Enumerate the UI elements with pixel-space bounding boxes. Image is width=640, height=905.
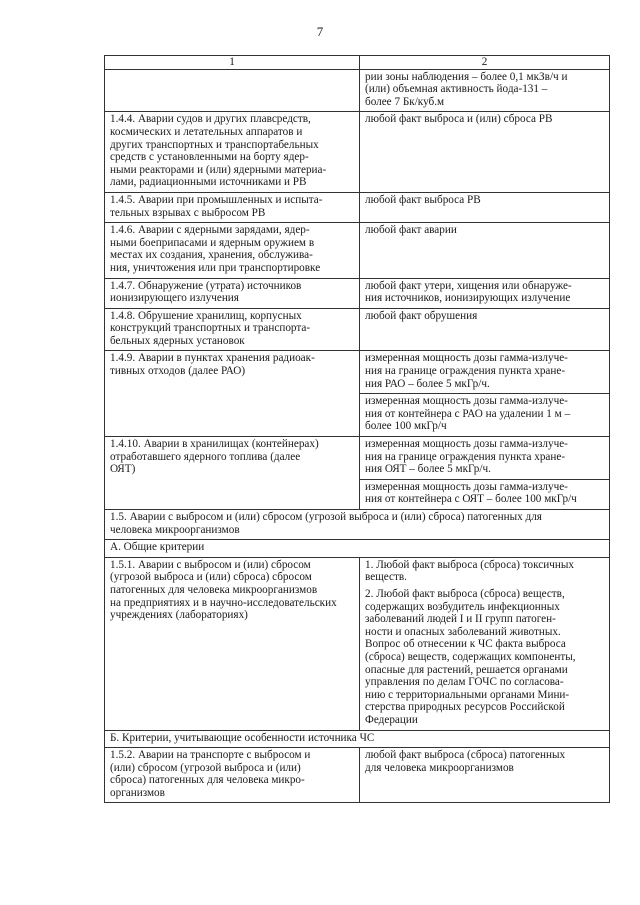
text-line: более 7 Бк/куб.м xyxy=(365,95,445,108)
cell-text xyxy=(110,749,355,799)
text-line: 1.4.6. Аварии с ядерными зарядами, ядер- xyxy=(110,224,310,237)
text-line: измеренная мощность дозы гамма-излуче- xyxy=(365,438,568,451)
text-line: ния от контейнера с ОЯТ – более 100 мкГр/ч xyxy=(365,493,577,506)
cell-text xyxy=(110,113,355,189)
text-line: нию с территориальными органами Мини- xyxy=(365,688,570,701)
text-line: других транспортных и транспортабельных xyxy=(110,138,319,151)
criteria-source-cell xyxy=(105,351,360,437)
text-line: местах их создания, хранения, обслужива- xyxy=(110,249,313,262)
text-line: любой факт выброса (сброса) патогенных xyxy=(365,749,566,762)
text-line: для человека микроорганизмов xyxy=(365,761,514,774)
text-line: управления по делам ГОЧС по согласова- xyxy=(365,676,564,689)
cell-text xyxy=(110,511,605,536)
text-line: ния ОЯТ – более 5 мкГр/ч. xyxy=(365,463,491,476)
table-row xyxy=(105,69,610,112)
criteria-source-cell xyxy=(105,112,360,193)
text-line: человека микроорганизмов xyxy=(110,523,240,536)
text-line: на предприятиях и в научно-исследовательских xyxy=(110,596,337,609)
text-line: организмов xyxy=(110,786,165,799)
text-line: заболеваний людей I и II групп патоген- xyxy=(365,613,556,626)
criteria-source-cell xyxy=(105,192,360,222)
table-row xyxy=(105,278,610,308)
text-line: 1.4.7. Обнаружение (утрата) источников xyxy=(110,279,302,292)
text-line: (или) сбросом (угрозой выброса и (или) xyxy=(110,761,301,774)
text-line: ния, уничтожения или при транспортировке xyxy=(110,261,321,274)
criteria-value-cell xyxy=(360,748,610,803)
table-row xyxy=(105,112,610,193)
text-line: Вопрос об отнесении к ЧС факта выброса xyxy=(365,638,566,651)
section-row-b xyxy=(105,730,610,748)
text-line: тельных взрывах с выбросом РВ xyxy=(110,206,266,219)
text-line: 1.4.10. Аварии в хранилищах (контейнерах) xyxy=(110,438,319,451)
criteria-value-cell xyxy=(360,112,610,193)
table-header-row xyxy=(105,56,610,70)
cell-text xyxy=(360,479,609,509)
table-row xyxy=(105,308,610,351)
text-line: средств с установленными на борту ядер- xyxy=(110,151,309,164)
criteria-source-cell xyxy=(105,278,360,308)
text-line: содержащих возбудитель инфекционных xyxy=(365,600,560,613)
criteria-value-cell xyxy=(360,69,610,112)
text-line: рии зоны наблюдения – более 0,1 мкЗв/ч и xyxy=(365,70,568,83)
text-line: ния от контейнера с РАО на удалении 1 м – xyxy=(365,407,571,420)
cell-paragraph xyxy=(365,588,605,727)
table-row-1-5-1 xyxy=(105,557,610,730)
text-line: более 100 мкГр/ч xyxy=(365,420,447,433)
text-line: ния источников, ионизирующих излучение xyxy=(365,292,571,305)
cell-text xyxy=(365,749,605,774)
text-line: отработавшего ядерного топлива (далее xyxy=(110,450,301,463)
text-line: космических и летательных аппаратов и xyxy=(110,125,303,138)
text-line: тивных отходов (далее РАО) xyxy=(110,365,246,378)
cell-text xyxy=(360,351,609,393)
text-line: ности и опасных заболеваний животных. xyxy=(365,625,561,638)
text-line: учреждениях (лабораториях) xyxy=(110,609,248,622)
text-line: любой факт обрушения xyxy=(365,309,478,322)
criteria-table xyxy=(104,55,610,803)
text-line: стерства природных ресурсов Российской xyxy=(365,701,565,714)
text-line: 2. Любой факт выброса (сброса) веществ, xyxy=(365,587,565,600)
text-line: ными реакторами и (или) ядерными материа- xyxy=(110,163,327,176)
cell-text xyxy=(360,393,609,436)
cell-text xyxy=(110,438,355,476)
text-line: ОЯТ) xyxy=(110,463,136,476)
text-line: сброса) патогенных для человека микро- xyxy=(110,774,305,787)
page-number: 7 xyxy=(316,24,324,39)
cell-text xyxy=(110,352,355,377)
text-line: ными боеприпасами и ядерным оружием в xyxy=(110,236,315,249)
criteria-source-cell xyxy=(105,557,360,730)
text-line: (угрозой выброса и (или) сброса) сбросом xyxy=(110,571,312,584)
column-header-2: 2 xyxy=(360,56,610,70)
text-line: 1.5. Аварии с выбросом и (или) сбросом (угрозой выброса и (или) сброса) патогенных для xyxy=(110,511,542,523)
text-line: измеренная мощность дозы гамма-излуче- xyxy=(365,395,568,408)
table-row-1-4-10 xyxy=(105,437,610,510)
subsection-heading: Б. Критерии, учитывающие особенности источника ЧС xyxy=(105,730,610,748)
text-line: любой факт аварии xyxy=(365,224,457,237)
table-row-1-5-2 xyxy=(105,748,610,803)
text-line: конструкций транспортных и транспорта- xyxy=(110,322,311,335)
table-row xyxy=(105,223,610,278)
text-line: 1. Любой факт выброса (сброса) токсичных xyxy=(365,558,574,571)
table-row-1-4-9 xyxy=(105,351,610,437)
criteria-source-cell xyxy=(105,69,360,112)
criteria-value-cell xyxy=(360,192,610,222)
criteria-value-cell xyxy=(360,223,610,278)
text-line: 1.4.5. Аварии при промышленных и испыта- xyxy=(110,193,323,206)
text-line: бельных ядерных установок xyxy=(110,334,245,347)
text-line: любой факт выброса и (или) сброса РВ xyxy=(365,113,553,126)
text-line: ния на границе ограждения пункта хране- xyxy=(365,450,566,463)
criteria-source-cell xyxy=(105,437,360,510)
criteria-value-cell xyxy=(360,351,610,437)
cell-text xyxy=(365,224,605,237)
text-line: любой факт выброса РВ xyxy=(365,193,481,206)
text-line: любой факт утери, хищения или обнаруже- xyxy=(365,279,572,292)
criteria-value-cell xyxy=(360,278,610,308)
text-line: Федерации xyxy=(365,713,418,726)
text-line: 1.5.2. Аварии на транспорте с выбросом и xyxy=(110,749,311,762)
criteria-source-cell xyxy=(105,308,360,351)
section-row-1-5 xyxy=(105,510,610,540)
criteria-source-cell xyxy=(105,748,360,803)
text-line: патогенных для человека микроорганизмов xyxy=(110,583,318,596)
text-line: (или) объемная активность йода-131 – xyxy=(365,83,548,96)
column-header-1: 1 xyxy=(105,56,360,70)
text-line: ния на границе ограждения пункта хране- xyxy=(365,365,566,378)
cell-text xyxy=(110,224,355,274)
subsection-heading: А. Общие критерии xyxy=(105,540,610,558)
text-line: (сброса) веществ, содержащих компоненты, xyxy=(365,650,576,663)
text-line: 1.4.9. Аварии в пунктах хранения радиоак- xyxy=(110,352,315,365)
cell-text xyxy=(365,310,605,323)
criteria-value-cell xyxy=(360,557,610,730)
cell-text xyxy=(110,559,355,622)
text-line: 1.4.4. Аварии судов и других плавсредств, xyxy=(110,113,311,126)
cell-text xyxy=(365,280,605,305)
text-line: ионизирующего излучения xyxy=(110,292,239,305)
text-line: 1.4.8. Обрушение хранилищ, корпусных xyxy=(110,309,302,322)
text-line: опасные для растений, решается органами xyxy=(365,663,568,676)
cell-text xyxy=(110,194,355,219)
text-line: ния РАО – более 5 мкГр/ч. xyxy=(365,377,490,390)
text-line: измеренная мощность дозы гамма-излуче- xyxy=(365,480,568,493)
criteria-source-cell xyxy=(105,223,360,278)
text-line: 1.5.1. Аварии с выбросом и (или) сбросом xyxy=(110,558,311,571)
text-line: веществ. xyxy=(365,571,407,584)
criteria-value-cell xyxy=(360,308,610,351)
section-heading xyxy=(105,510,610,540)
cell-text xyxy=(365,194,605,207)
cell-text xyxy=(110,280,355,305)
section-row-a xyxy=(105,540,610,558)
criteria-value-cell xyxy=(360,437,610,510)
cell-paragraph xyxy=(365,559,605,584)
cell-text xyxy=(365,71,605,109)
cell-text xyxy=(365,113,605,126)
table-row xyxy=(105,192,610,222)
text-line: измеренная мощность дозы гамма-излуче- xyxy=(365,352,568,365)
cell-text xyxy=(110,310,355,348)
cell-text xyxy=(360,437,609,479)
text-line: лами, радиационными источниками и РВ xyxy=(110,176,307,189)
